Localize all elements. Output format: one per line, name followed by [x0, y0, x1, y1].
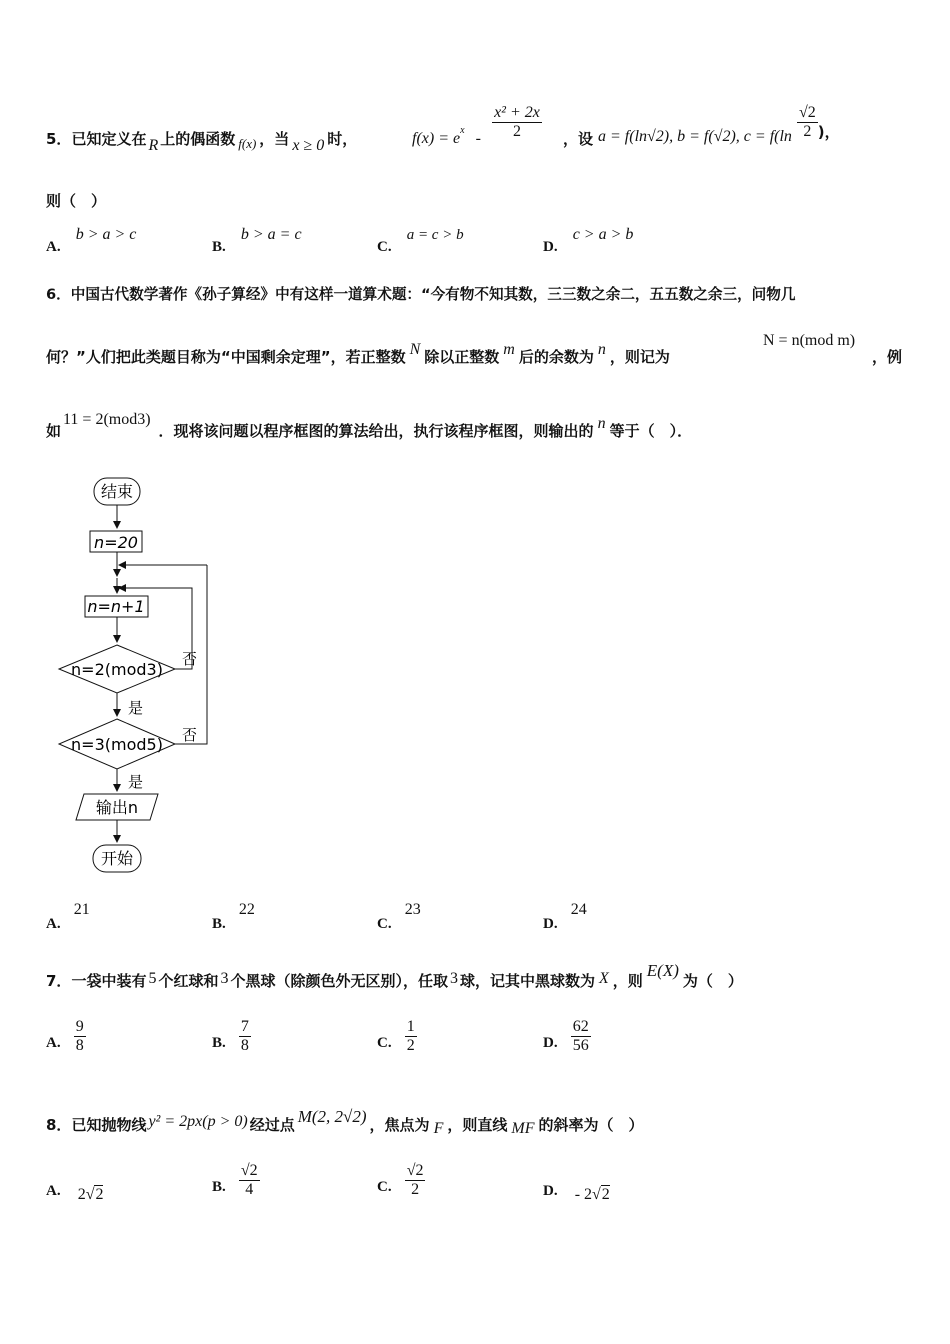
q7-option-c-fraction	[405, 1018, 417, 1054]
q5-defs-end: )，	[817, 122, 840, 141]
q7-option-b-label: B.	[212, 1034, 226, 1051]
flow-no1-label: 否	[182, 650, 198, 668]
q5-text-6: 则（ ）	[46, 192, 107, 210]
flow-output-label: 输出n	[95, 798, 139, 817]
q7-option-b	[212, 1018, 251, 1054]
q6-example: 11 = 2(mod3)	[63, 411, 151, 428]
q6-option-c	[377, 899, 421, 932]
q6-line-2e: ，例	[872, 348, 903, 366]
q6-line-2a: 何？”人们把此类题目称为“中国剩余定理”，若正整数	[46, 348, 406, 366]
q6-option-d-value: 24	[570, 901, 587, 918]
q5-text-2: 上的偶函数	[160, 130, 236, 148]
q8-option-c-fraction	[405, 1162, 426, 1198]
q7-option-c-label: C.	[377, 1034, 392, 1051]
q6-N: N	[409, 341, 421, 358]
q6-option-b	[212, 899, 255, 932]
q5-option-d-label: D.	[543, 239, 558, 255]
q8-stem	[46, 1107, 644, 1137]
q7-option-b-fraction	[239, 1018, 251, 1054]
q7-option-a-den: 8	[75, 1036, 84, 1054]
q7-text-4: 球，记其中黑球数为	[459, 972, 595, 990]
q8-option-c-num: √2	[406, 1162, 424, 1179]
q7-option-c-num: 1	[406, 1018, 415, 1035]
q5-option-d	[543, 224, 634, 255]
flow-cond2-label: n=3(mod5)	[71, 735, 163, 754]
q6-line-3a: 如	[46, 422, 62, 440]
q6-option-c-label: C.	[377, 916, 392, 932]
q5-option-b-label: B.	[212, 239, 226, 255]
q7-option-a-num: 9	[75, 1018, 84, 1035]
q6-option-b-value: 22	[238, 901, 255, 918]
q6-flowchart	[50, 470, 230, 875]
q6-option-a-label: A.	[46, 916, 61, 932]
q5-func-fraction	[492, 104, 542, 140]
q7-text-5: ，则	[612, 972, 643, 990]
flow-inc-label: n=n+1	[87, 597, 145, 616]
q5-option-c-label: C.	[377, 239, 392, 255]
q7-option-a-fraction	[74, 1018, 86, 1054]
q5-text-4: 时，	[327, 130, 358, 148]
q8-option-b	[212, 1162, 260, 1198]
q6-line-1-text: 中国古代数学著作《孙子算经》中有这样一道算术题：“今有物不知其数，三三数之余二，五五数之余三，问物几	[70, 286, 796, 303]
q5-func-num: x² + 2x	[494, 104, 540, 121]
q6-option-b-label: B.	[212, 916, 226, 932]
flow-cond1-label: n=2(mod3)	[71, 660, 163, 679]
q5-stem	[46, 128, 358, 154]
q5-R: R	[148, 137, 159, 154]
q7-option-c	[377, 1018, 417, 1054]
q8-text-5: 的斜率为（ ）	[538, 1116, 644, 1134]
q7-option-b-num: 7	[240, 1018, 249, 1035]
q6-m: m	[503, 341, 515, 358]
q6-option-a-value: 21	[73, 901, 90, 918]
q7-text-2: 个红球和	[158, 972, 219, 990]
q5-number: 5．	[46, 130, 72, 148]
q6-line-3	[46, 411, 693, 441]
q5-option-c-value: a = c > b	[406, 227, 464, 243]
q8-option-d-label: D.	[543, 1183, 558, 1199]
q6-line-1	[46, 283, 795, 304]
q7-option-b-den: 8	[240, 1036, 249, 1054]
q8-text-1: 已知抛物线	[71, 1116, 147, 1134]
q7-option-d-den: 56	[572, 1036, 589, 1054]
q7-option-c-den: 2	[406, 1036, 415, 1054]
q5-condition: x ≥ 0	[292, 137, 325, 154]
q5-function	[412, 104, 542, 147]
q8-option-a-value: 2√2	[77, 1186, 104, 1203]
q5-func-minus: -	[475, 129, 481, 147]
q8-option-b-den: 4	[245, 1180, 254, 1198]
q7-text-3: 个黑球（除颜色外无区别），任取	[230, 972, 448, 990]
q8-F: F	[433, 1120, 444, 1137]
q8-text-4: ，则直线	[447, 1116, 508, 1134]
q7-X: X	[599, 970, 609, 987]
q6-line-2b: 除以正整数	[424, 348, 500, 366]
q8-text-2: 经过点	[249, 1116, 295, 1134]
q6-option-d	[543, 899, 587, 932]
q8-option-d-value: - 2√2	[574, 1186, 610, 1203]
flow-init-label: n=20	[94, 533, 138, 552]
q7-option-a	[46, 1018, 86, 1054]
q6-n: n	[597, 341, 606, 358]
q8-text-3: ，焦点为	[369, 1116, 430, 1134]
q5-func-exp: x	[460, 124, 465, 136]
q6-option-a	[46, 899, 90, 932]
q8-option-a	[46, 1180, 104, 1203]
q5-defs-text: a = f(ln√2), b = f(√2), c = f(ln	[598, 127, 792, 145]
q8-option-d	[543, 1180, 610, 1203]
q5-option-a-value: b > a > c	[75, 226, 137, 243]
flow-yes1-label: 是	[128, 699, 144, 717]
q7-stem	[46, 961, 743, 991]
q5-option-d-value: c > a > b	[572, 226, 634, 243]
q8-parabola: y² = 2px(p > 0)	[148, 1113, 248, 1130]
q8-option-a-rad: 2	[95, 1186, 104, 1203]
q5-defs-fraction	[797, 104, 818, 140]
q5-option-b-value: b > a = c	[240, 226, 302, 243]
flow-no2-label: 否	[182, 726, 198, 744]
q8-option-c-den: 2	[411, 1180, 420, 1198]
q5-text-1: 已知定义在	[71, 130, 147, 148]
q7-option-d-fraction	[571, 1018, 591, 1054]
q7-option-d-num: 62	[572, 1018, 589, 1035]
q6-notation: N = n(mod m)	[763, 332, 856, 349]
q5-option-c	[377, 224, 464, 255]
q7-text-6: 为（ ）	[682, 972, 743, 990]
q7-text-1: 一袋中装有	[71, 972, 147, 990]
q6-line-2d: ，则记为	[609, 348, 670, 366]
q6-line-3b: ．现将该问题以程序框图的算法给出，执行该程序框图，则输出的	[158, 422, 594, 440]
q7-three: 3	[220, 970, 229, 987]
q8-option-c-label: C.	[377, 1178, 392, 1195]
q8-option-b-fraction	[239, 1162, 260, 1198]
q7-option-d	[543, 1018, 591, 1054]
q5-func-den: 2	[512, 122, 521, 140]
q5-defs	[598, 104, 840, 145]
q5-text-3: ，当	[259, 130, 290, 148]
q5-option-b	[212, 224, 302, 255]
q8-option-c	[377, 1162, 425, 1198]
q5-text-5: ，设	[563, 130, 594, 148]
flow-end-label: 结束	[100, 482, 134, 501]
q5-option-a	[46, 224, 137, 255]
q8-point: M(2, 2√2)	[297, 1107, 367, 1126]
q5-fx: f(x)	[238, 136, 257, 151]
q8-MF: MF	[511, 1120, 535, 1137]
q8-option-b-num: √2	[240, 1162, 258, 1179]
q7-three-2: 3	[449, 970, 458, 987]
q8-option-a-label: A.	[46, 1183, 61, 1199]
q6-n2: n	[597, 415, 606, 432]
q7-option-d-label: D.	[543, 1034, 558, 1051]
q5-defs-num: √2	[799, 104, 816, 121]
flow-start-label: 开始	[100, 849, 134, 868]
q7-number: 7．	[46, 972, 72, 990]
q6-option-c-value: 23	[404, 901, 421, 918]
q5-func-left: f(x) = e	[412, 129, 461, 147]
q8-option-d-rad: 2	[601, 1186, 610, 1203]
q6-option-d-label: D.	[543, 916, 558, 932]
q7-five: 5	[148, 970, 157, 987]
q8-number: 8．	[46, 1116, 72, 1134]
q5-defs-den: 2	[803, 122, 812, 140]
q8-option-a-pre: 2	[77, 1186, 86, 1203]
q6-line-2	[46, 341, 670, 367]
q7-EX: E(X)	[646, 961, 679, 980]
q6-number: 6．	[46, 286, 71, 303]
q8-option-d-pre: - 2	[574, 1186, 593, 1203]
q5-option-a-label: A.	[46, 239, 61, 255]
q6-line-3c: 等于（ ）．	[609, 422, 693, 440]
q8-option-b-label: B.	[212, 1178, 226, 1195]
q7-option-a-label: A.	[46, 1034, 61, 1051]
flow-yes2-label: 是	[128, 773, 144, 791]
q6-line-2c: 后的余数为	[518, 348, 594, 366]
